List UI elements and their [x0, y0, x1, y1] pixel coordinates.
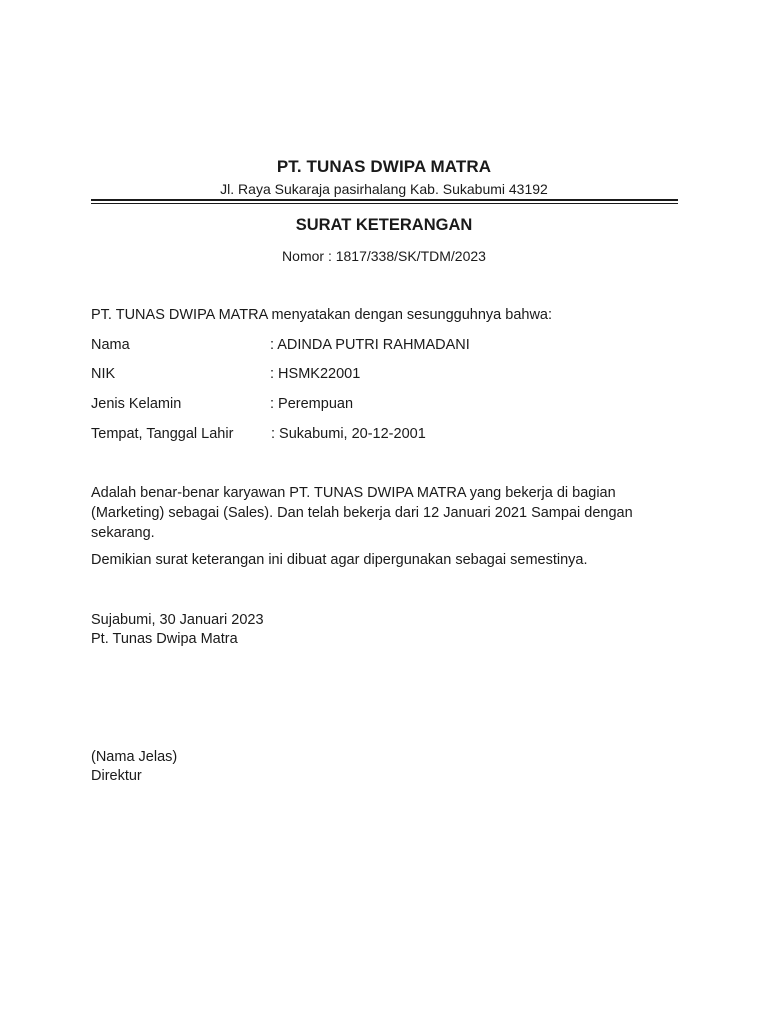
company-address: Jl. Raya Sukaraja pasirhalang Kab. Sukabumi 43192 — [220, 181, 548, 197]
document-number: Nomor : 1817/338/SK/TDM/2023 — [282, 248, 486, 264]
field-value: : ADINDA PUTRI RAHMADANI — [270, 337, 470, 353]
field-label: Tempat, Tanggal Lahir — [91, 426, 234, 442]
field-label: NIK — [91, 366, 116, 382]
intro-statement: PT. TUNAS DWIPA MATRA menyatakan dengan sesungguhnya bahwa: — [91, 307, 553, 323]
letterhead-divider-thick — [91, 199, 678, 201]
signer-name: (Nama Jelas) — [91, 749, 178, 765]
signer-organization: Pt. Tunas Dwipa Matra — [91, 631, 238, 647]
document-title: SURAT KETERANGAN — [295, 216, 473, 234]
field-label: Jenis Kelamin — [91, 396, 182, 412]
field-row-tempat-tanggal-lahir — [91, 426, 678, 446]
field-label: Nama — [91, 337, 130, 353]
place-date: Sujabumi, 30 Januari 2023 — [91, 612, 264, 628]
field-row-jenis-kelamin — [91, 396, 678, 416]
field-row-nik — [91, 366, 678, 386]
field-value: : HSMK22001 — [270, 366, 361, 382]
closing-statement: Demikian surat keterangan ini dibuat agar dipergunakan sebagai semestinya. — [91, 552, 588, 568]
company-name: PT. TUNAS DWIPA MATRA — [276, 157, 492, 176]
field-value: : Perempuan — [270, 396, 354, 412]
employment-statement: Adalah benar-benar karyawan PT. TUNAS DWIPA MATRA yang bekerja di bagian (Marketing) sebagai (Sales). Dan telah bekerja dari 12 Januari 2021 Sampai dengan sekarang. — [91, 485, 633, 541]
letterhead-divider-thin — [91, 203, 678, 204]
field-row-nama — [91, 337, 678, 357]
signer-title: Direktur — [91, 768, 142, 784]
field-value: : Sukabumi, 20-12-2001 — [271, 426, 426, 442]
